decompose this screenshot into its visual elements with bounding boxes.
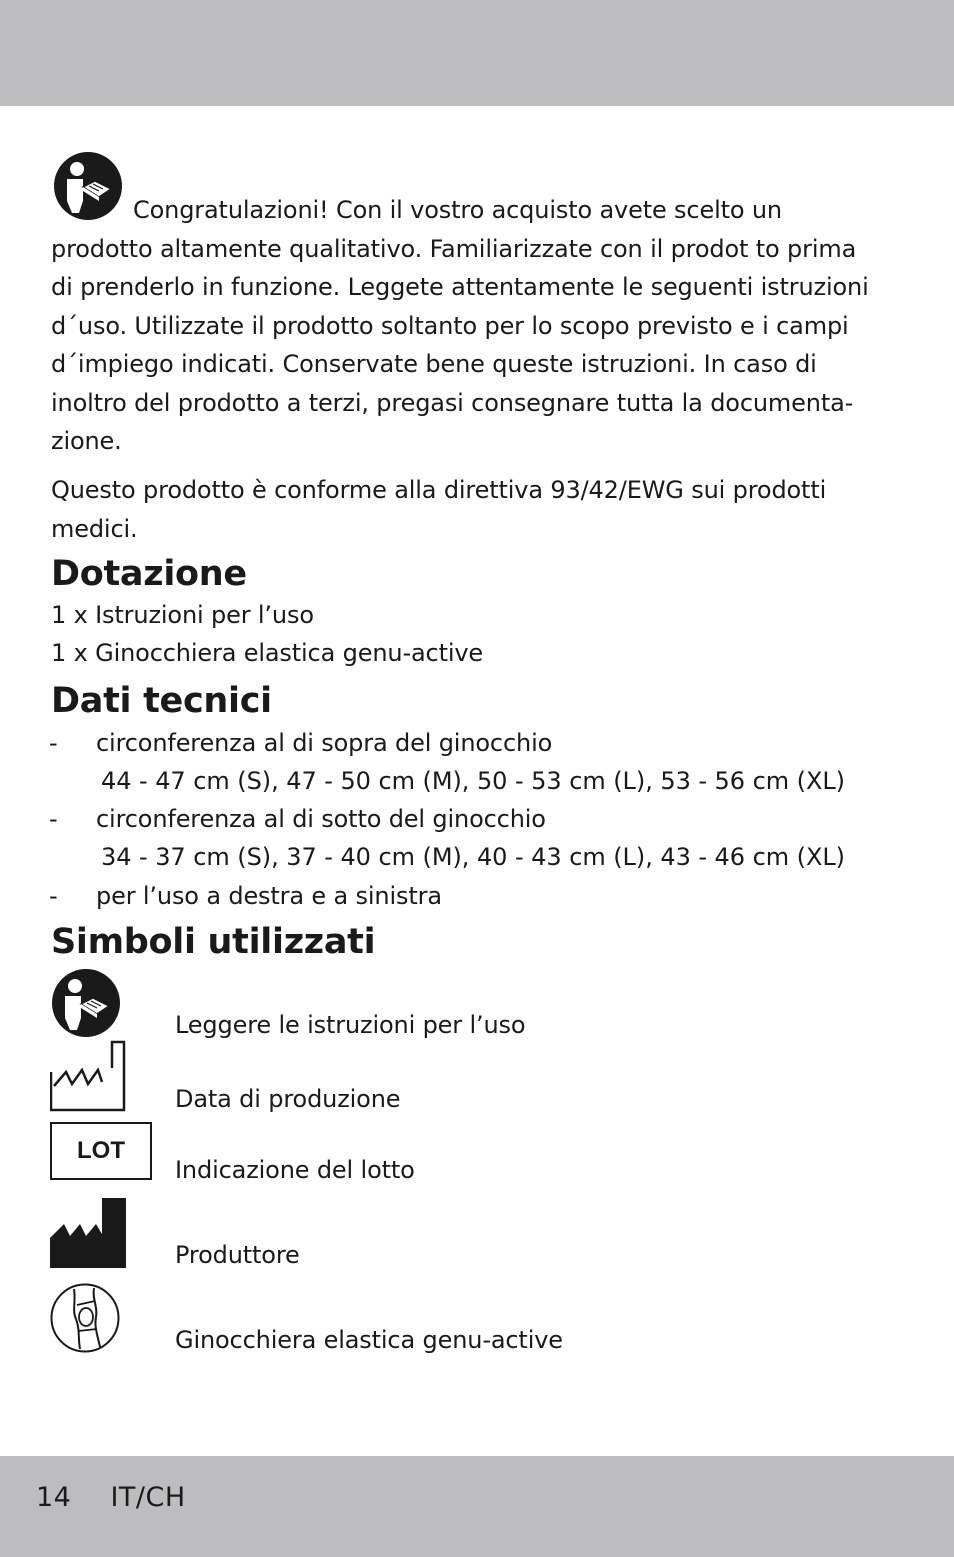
bullet-mark: - (49, 805, 58, 833)
bullet-mark: - (49, 729, 58, 757)
page-number: 14 (36, 1482, 72, 1513)
intro-line: d´uso. Utilizzate il prodotto soltanto per lo scopo previsto e i campi (51, 311, 849, 340)
footer (36, 1482, 186, 1513)
intro-line: inoltro del prodotto a terzi, pregasi consegnare tutta la documenta- (51, 388, 854, 417)
intro-line: di prenderlo in funzione. Leggete attentamente le seguenti istruzioni (51, 273, 869, 301)
manufacturer-icon (50, 1196, 126, 1268)
header-bar (0, 0, 954, 106)
symbol-label: Data di produzione (175, 1085, 401, 1113)
spec-label: per l’uso a destra e a sinistra (96, 882, 442, 910)
symbol-label: Leggere le istruzioni per l’uso (175, 1011, 526, 1039)
conformity-paragraph (51, 471, 901, 548)
dati-tecnici-heading: Dati tecnici (51, 681, 272, 721)
intro-line: d´impiego indicati. Conservate bene queste istruzioni. In caso di (51, 350, 817, 378)
intro-line: Congratulazioni! Con il vostro acquisto avete scelto un (133, 196, 782, 224)
locale-label: IT/CH (110, 1482, 186, 1513)
spec-sizes: 44 - 47 cm (S), 47 - 50 cm (M), 50 - 53 cm (L), 53 - 56 cm (XL) (101, 767, 845, 795)
lot-icon: LOT (50, 1122, 152, 1180)
spec-label: circonferenza al di sopra del ginocchio (96, 729, 553, 757)
read-manual-icon (50, 968, 122, 1038)
conformity-line: medici. (51, 514, 138, 543)
spec-sizes: 34 - 37 cm (S), 37 - 40 cm (M), 40 - 43 cm (L), 43 - 46 cm (XL) (101, 843, 845, 871)
knee-support-icon (50, 1283, 122, 1353)
symbol-label: Ginocchiera elastica genu-active (175, 1326, 563, 1354)
simboli-heading: Simboli utilizzati (51, 922, 376, 962)
conformity-line: Questo prodotto è conforme alla direttiva 93/42/EWG sui prodotti (51, 476, 827, 504)
date-of-manufacture-icon (50, 1040, 126, 1112)
bullet-mark: - (49, 882, 58, 910)
intro-line: prodotto altamente qualitativo. Familiarizzate con il prodot to prima (51, 234, 857, 263)
spec-label: circonferenza al di sotto del ginocchio (96, 805, 546, 833)
symbol-label: Produttore (175, 1241, 300, 1269)
intro-paragraph (51, 191, 901, 461)
dotazione-item: 1 x Istruzioni per l’uso (51, 601, 314, 629)
dotazione-heading: Dotazione (51, 554, 247, 594)
symbol-label: Indicazione del lotto (175, 1156, 415, 1184)
dotazione-item: 1 x Ginocchiera elastica genu-active (51, 639, 484, 667)
intro-line: zione. (51, 427, 122, 455)
